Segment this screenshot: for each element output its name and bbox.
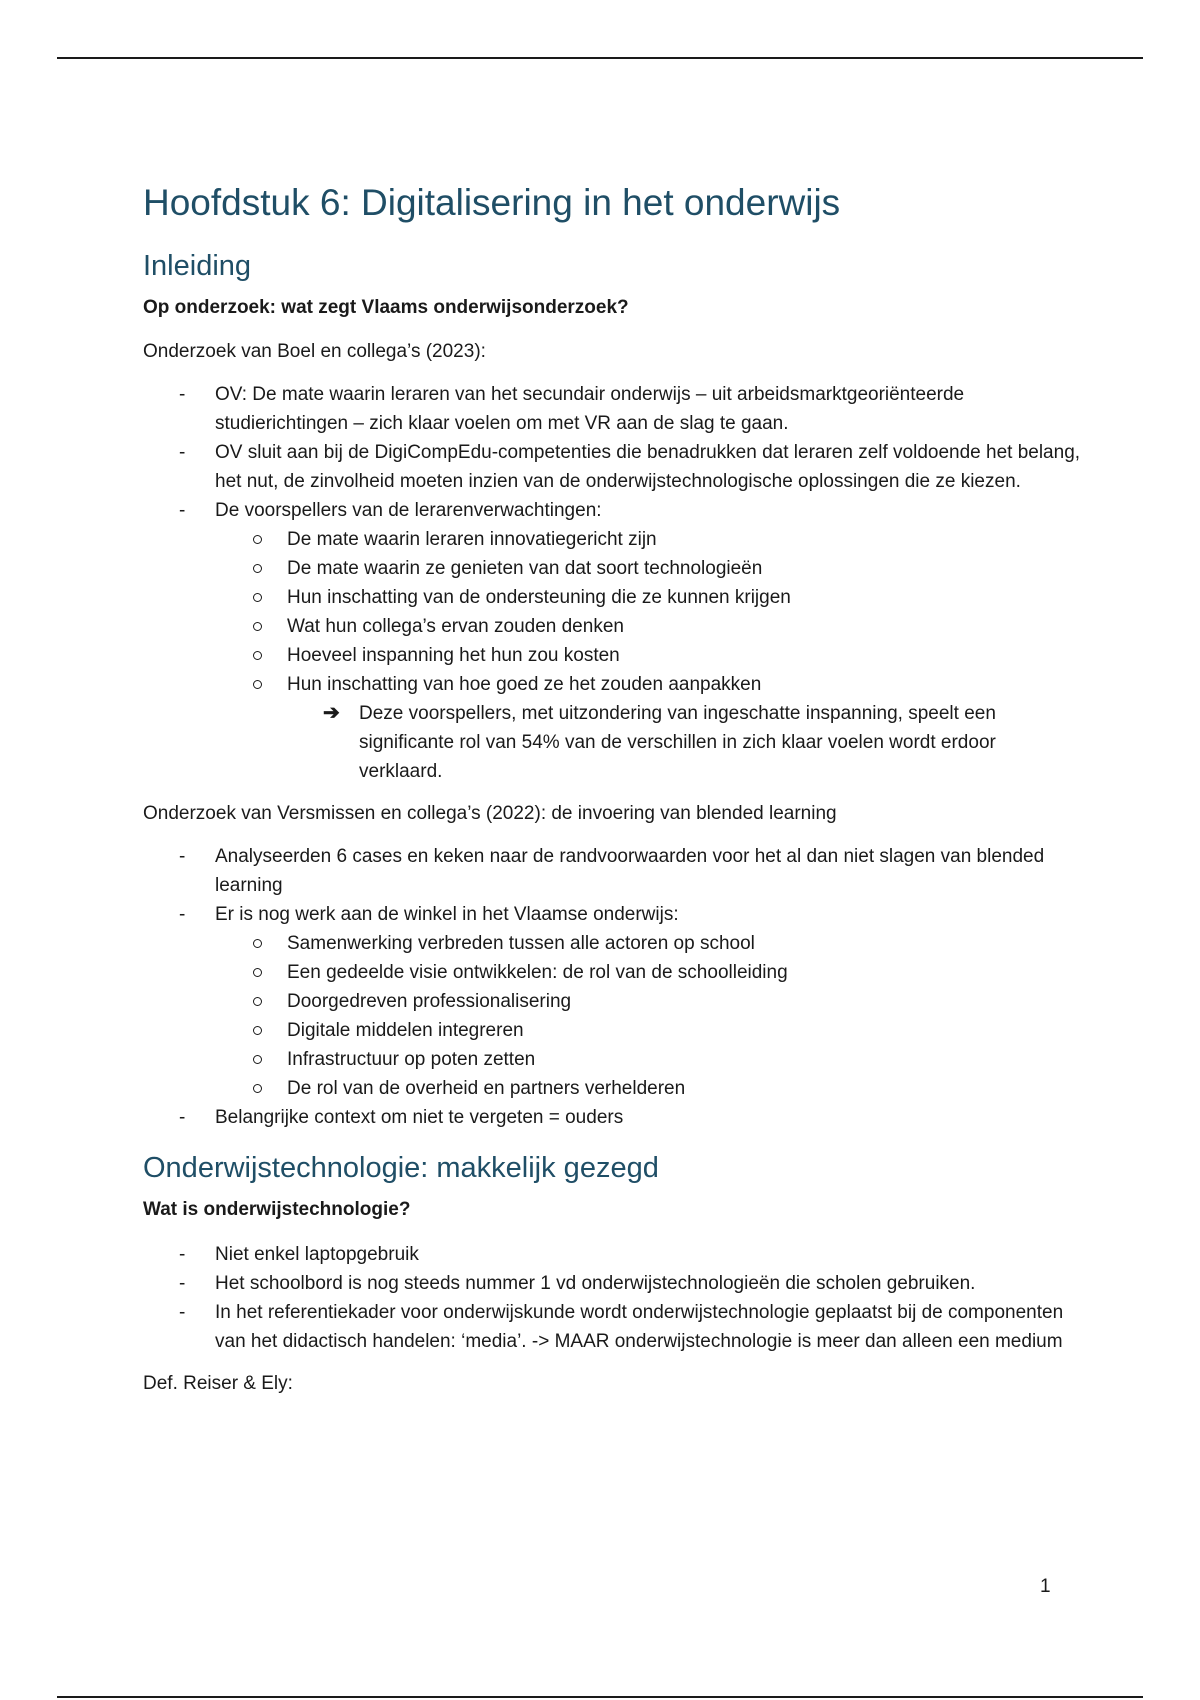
dash-bullet: - bbox=[179, 846, 186, 867]
definition-label: Def. Reiser & Ely: bbox=[143, 1373, 293, 1394]
list-item-text: Deze voorspellers, met uitzondering van ingeschatte inspanning, speelt een significante rol van 54% van de verschillen in zich klaar voelen wordt erdoor verklaard. bbox=[359, 703, 996, 782]
list-item-text: Een gedeelde visie ontwikkelen: de rol van de schoolleiding bbox=[287, 962, 788, 983]
dash-bullet: - bbox=[179, 1244, 186, 1265]
list-item bbox=[215, 987, 1083, 1016]
list-item-text: Digitale middelen integreren bbox=[287, 1020, 524, 1041]
list-item bbox=[215, 670, 1083, 786]
list-item-text: De mate waarin ze genieten van dat soort technologieën bbox=[287, 558, 763, 579]
dash-bullet: - bbox=[179, 384, 186, 405]
list-item-text: OV sluit aan bij de DigiCompEdu-competenties die benadrukken dat leraren zelf voldoende het belang, het nut, de zinvolheid moeten inzien van de onderwijstechnologische oplossingen die ze kiezen. bbox=[215, 442, 1081, 492]
conclusion-list bbox=[287, 699, 1083, 786]
header-rule bbox=[57, 57, 1143, 59]
page-number: 1 bbox=[1040, 1576, 1051, 1597]
list-item bbox=[215, 1016, 1083, 1045]
dash-bullet: - bbox=[179, 1107, 186, 1128]
list-item-text: Niet enkel laptopgebruik bbox=[215, 1244, 419, 1265]
document-title: Hoofdstuk 6: Digitalisering in het onderwijs bbox=[143, 182, 841, 223]
circle-bullet-icon bbox=[253, 535, 262, 544]
list-item bbox=[215, 554, 1083, 583]
circle-bullet-icon bbox=[253, 997, 262, 1006]
list-item bbox=[143, 1269, 1083, 1298]
list-item bbox=[143, 900, 1083, 1103]
work-to-do-list bbox=[215, 929, 1083, 1103]
dash-bullet: - bbox=[179, 904, 186, 925]
dash-bullet: - bbox=[179, 442, 186, 463]
list-item bbox=[143, 1240, 1083, 1269]
list-item bbox=[215, 958, 1083, 987]
list-item bbox=[143, 1298, 1083, 1356]
list-item bbox=[215, 929, 1083, 958]
list-item-text: Hoeveel inspanning het hun zou kosten bbox=[287, 645, 620, 666]
study-versmissen-intro: Onderzoek van Versmissen en collega’s (2022): de invoering van blended learning bbox=[143, 803, 837, 824]
circle-bullet-icon bbox=[253, 1026, 262, 1035]
list-item bbox=[143, 380, 1083, 438]
list-item bbox=[215, 641, 1083, 670]
dash-bullet: - bbox=[179, 500, 186, 521]
predictors-list bbox=[215, 525, 1083, 786]
arrow-right-icon: ➔ bbox=[323, 702, 340, 724]
list-item-text: Samenwerking verbreden tussen alle actoren op school bbox=[287, 933, 755, 954]
list-item bbox=[143, 1103, 1083, 1132]
list-item-text: De rol van de overheid en partners verhelderen bbox=[287, 1078, 686, 1099]
section-heading-onderwijstechnologie: Onderwijstechnologie: makkelijk gezegd bbox=[143, 1152, 659, 1184]
circle-bullet-icon bbox=[253, 680, 262, 689]
page-content bbox=[143, 178, 1083, 1412]
footer-rule bbox=[57, 1696, 1143, 1698]
circle-bullet-icon bbox=[253, 939, 262, 948]
list-item bbox=[287, 699, 1083, 786]
list-item-text: Wat hun collega’s ervan zouden denken bbox=[287, 616, 624, 637]
list-item-text: Infrastructuur op poten zetten bbox=[287, 1049, 536, 1070]
list-item-text: Het schoolbord is nog steeds nummer 1 vd onderwijstechnologieën die scholen gebruiken. bbox=[215, 1273, 976, 1294]
circle-bullet-icon bbox=[253, 651, 262, 660]
list-item-text: De voorspellers van de lerarenverwachtingen: bbox=[215, 500, 602, 521]
list-item-text: Analyseerden 6 cases en keken naar de randvoorwaarden voor het al dan niet slagen van blended learning bbox=[215, 846, 1045, 896]
list-item bbox=[215, 1074, 1083, 1103]
list-item-text: Hun inschatting van hoe goed ze het zouden aanpakken bbox=[287, 674, 762, 695]
dash-bullet: - bbox=[179, 1302, 186, 1323]
list-item bbox=[215, 1045, 1083, 1074]
list-item bbox=[143, 496, 1083, 786]
list-item-text: Doorgedreven professionalisering bbox=[287, 991, 572, 1012]
dash-bullet: - bbox=[179, 1273, 186, 1294]
onderwijstechnologie-list bbox=[143, 1240, 1083, 1356]
subheading-op-onderzoek: Op onderzoek: wat zegt Vlaams onderwijsonderzoek? bbox=[143, 297, 629, 318]
circle-bullet-icon bbox=[253, 968, 262, 977]
list-item-text: In het referentiekader voor onderwijskunde wordt onderwijstechnologie geplaatst bij de componenten van het didactisch handelen: ‘media’. -> MAAR onderwijstechnologie is meer dan alleen een medium bbox=[215, 1302, 1064, 1352]
list-item bbox=[215, 525, 1083, 554]
circle-bullet-icon bbox=[253, 564, 262, 573]
list-item bbox=[215, 583, 1083, 612]
list-item bbox=[215, 612, 1083, 641]
section-heading-inleiding: Inleiding bbox=[143, 250, 252, 282]
list-item-text: OV: De mate waarin leraren van het secundair onderwijs – uit arbeidsmarktgeoriënteerde studierichtingen – zich klaar voelen om met VR aan de slag te gaan. bbox=[215, 384, 965, 434]
study-versmissen-list bbox=[143, 842, 1083, 1132]
list-item-text: De mate waarin leraren innovatiegericht zijn bbox=[287, 529, 657, 550]
subheading-wat-is: Wat is onderwijstechnologie? bbox=[143, 1199, 411, 1220]
list-item-text: Er is nog werk aan de winkel in het Vlaamse onderwijs: bbox=[215, 904, 679, 925]
list-item-text: Hun inschatting van de ondersteuning die ze kunnen krijgen bbox=[287, 587, 791, 608]
list-item bbox=[143, 438, 1083, 496]
circle-bullet-icon bbox=[253, 1055, 262, 1064]
circle-bullet-icon bbox=[253, 622, 262, 631]
circle-bullet-icon bbox=[253, 593, 262, 602]
circle-bullet-icon bbox=[253, 1084, 262, 1093]
list-item bbox=[143, 842, 1083, 900]
study-boel-intro: Onderzoek van Boel en collega’s (2023): bbox=[143, 341, 486, 362]
study-boel-list bbox=[143, 380, 1083, 786]
list-item-text: Belangrijke context om niet te vergeten = ouders bbox=[215, 1107, 624, 1128]
